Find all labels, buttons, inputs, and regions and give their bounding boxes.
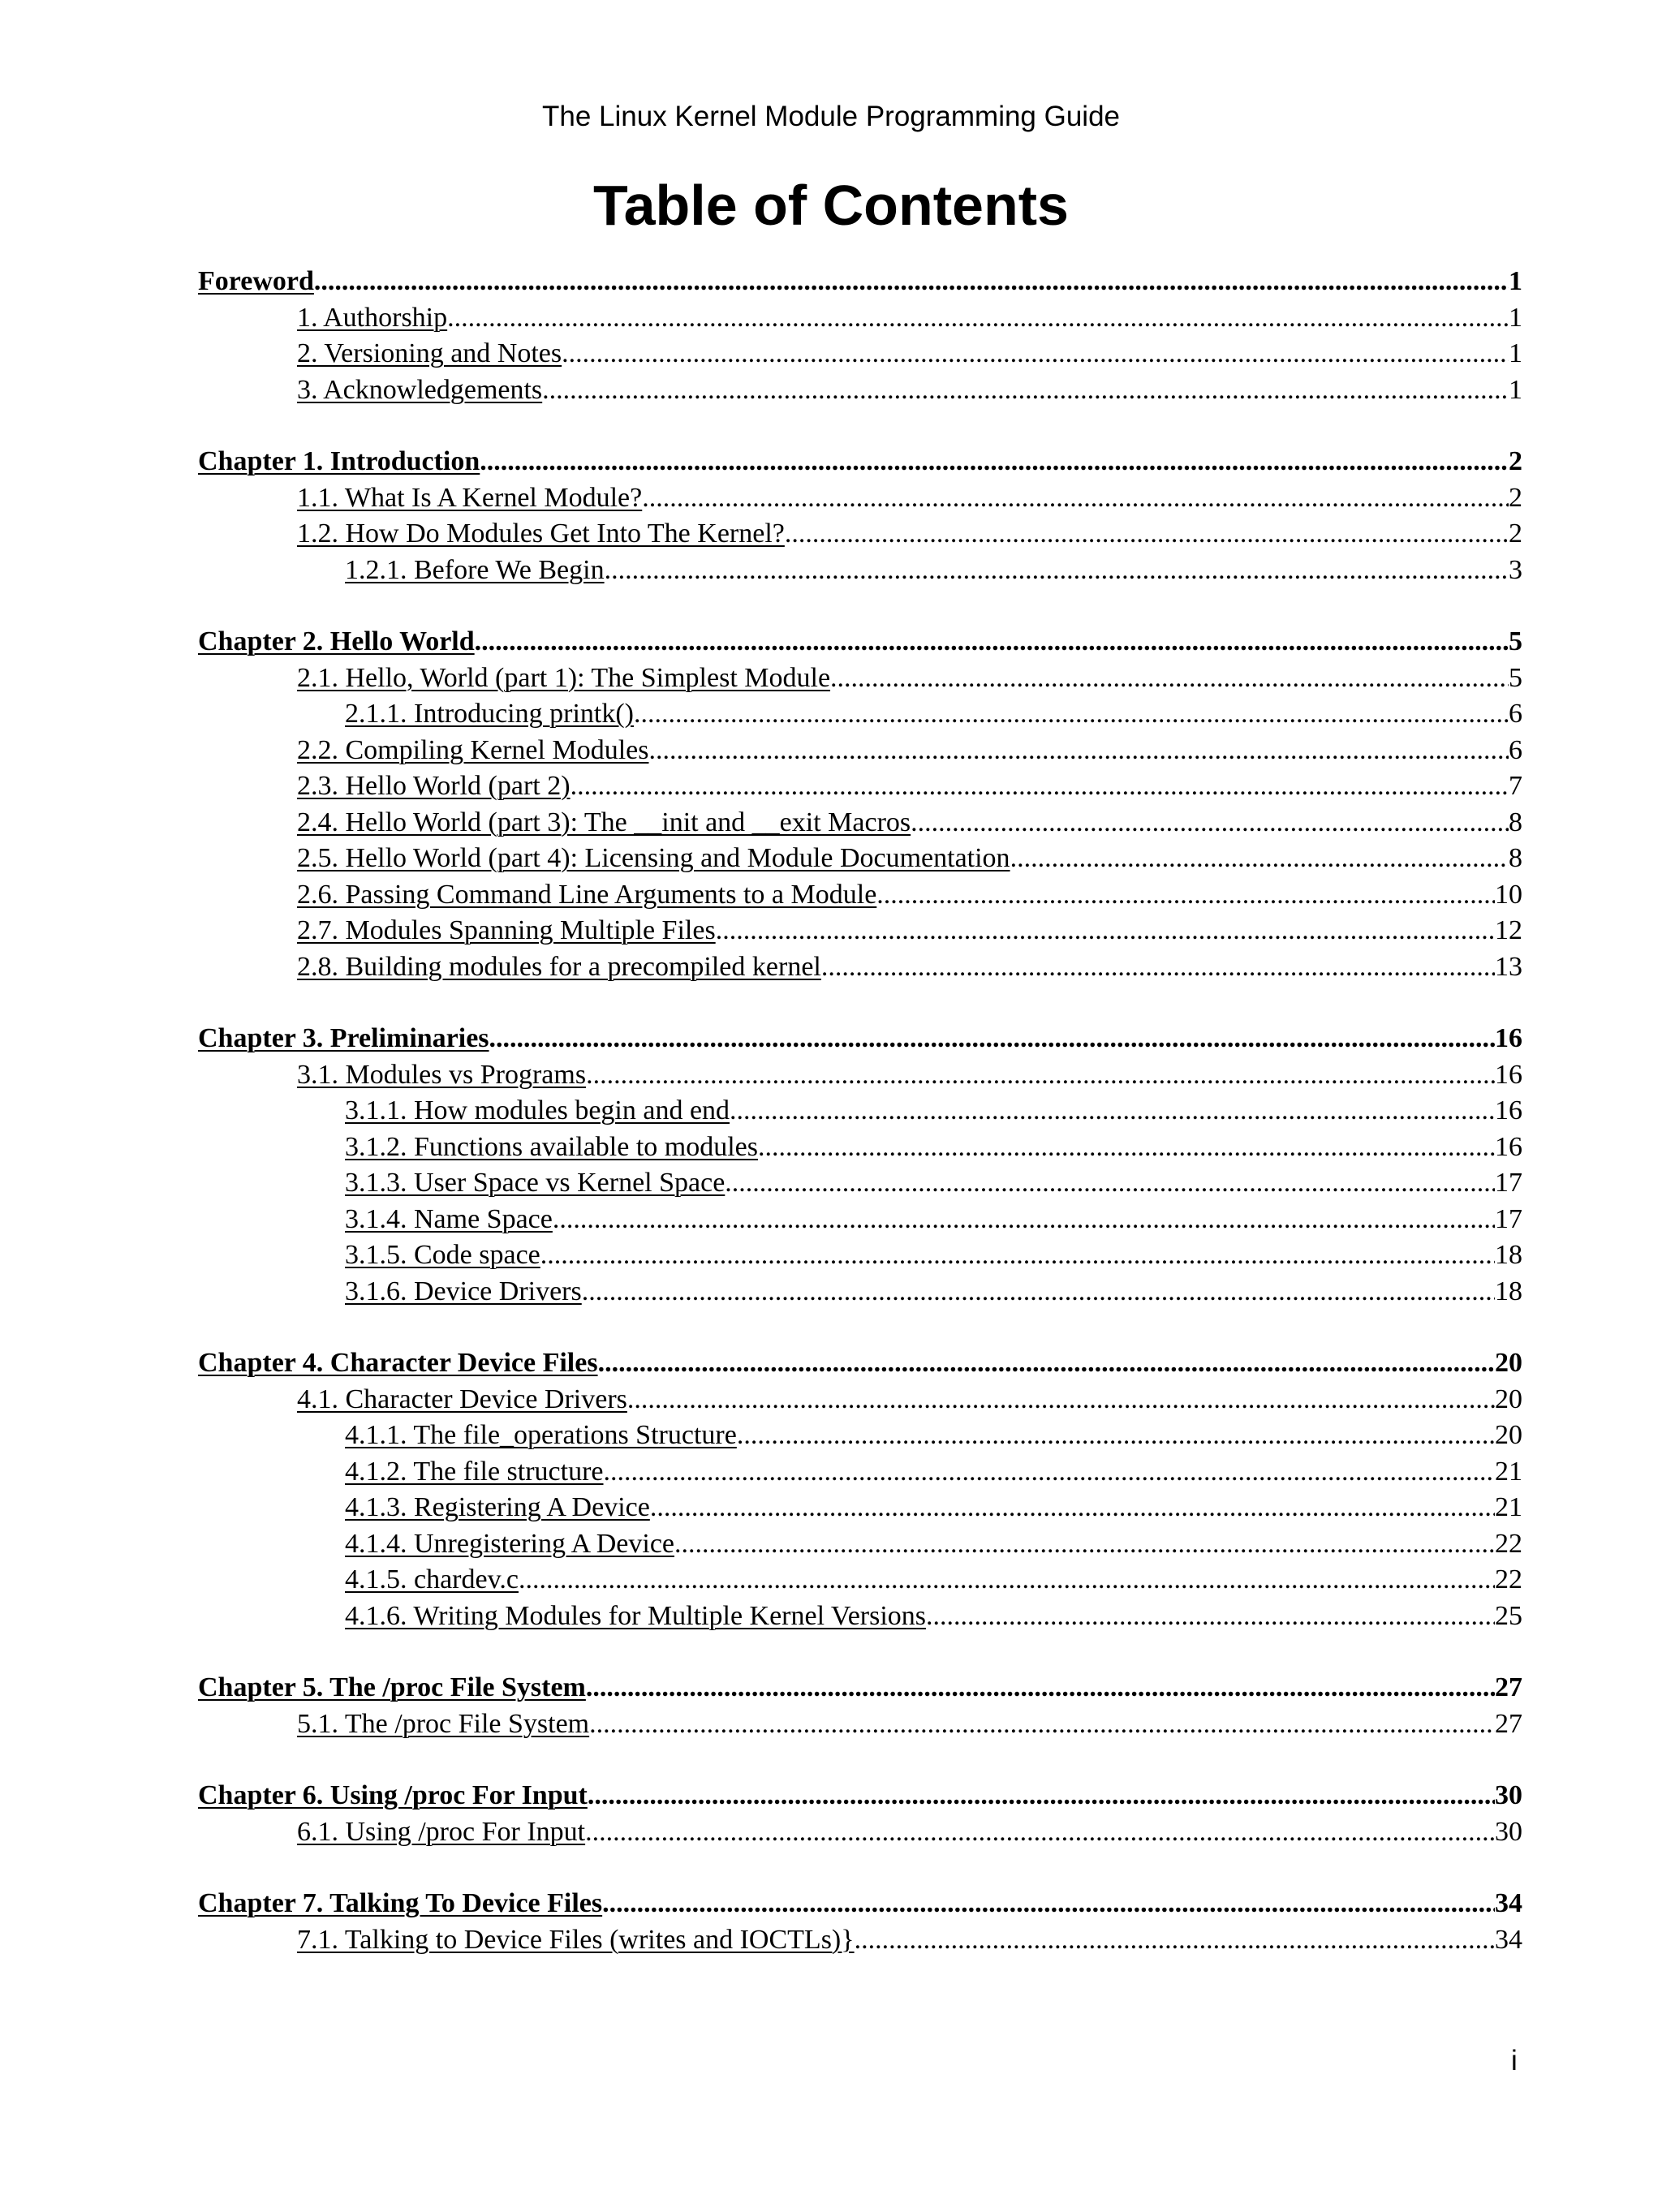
toc-section-link[interactable]: 2.4. Hello World (part 3): The __init and __exit Macros <box>297 807 911 837</box>
toc-chapter-link[interactable]: Chapter 4. Character Device Files <box>198 1348 598 1378</box>
dot-leader <box>585 1814 1495 1851</box>
toc-section-link[interactable]: 2.3. Hello World (part 2) <box>297 771 571 801</box>
toc-page-number: 22 <box>1495 1528 1522 1559</box>
dot-leader <box>519 1562 1495 1599</box>
toc-section-link[interactable]: 2.2. Compiling Kernel Modules <box>297 734 649 765</box>
dot-leader <box>314 264 1509 300</box>
toc-page-number: 6 <box>1509 734 1522 765</box>
toc-entry-row <box>198 1202 1522 1238</box>
toc-section-link[interactable]: 3.1.5. Code space <box>345 1240 540 1270</box>
toc-entry-row <box>198 1562 1522 1599</box>
toc-entry-row <box>198 1490 1522 1526</box>
toc-entry-row <box>198 1237 1522 1274</box>
toc-section <box>198 444 1522 588</box>
toc-section-link[interactable]: 3.1.3. User Space vs Kernel Space <box>345 1168 726 1198</box>
toc-entry-row <box>198 913 1522 949</box>
toc-section-link[interactable]: 7.1. Talking to Device Files (writes and IOCTLs)} <box>297 1924 855 1955</box>
toc-page-number: 21 <box>1495 1492 1522 1522</box>
toc-entry-row <box>198 553 1522 589</box>
dot-leader <box>480 444 1509 480</box>
toc-page-number: 16 <box>1495 1131 1522 1162</box>
toc-chapter-link[interactable]: Chapter 6. Using /proc For Input <box>198 1780 588 1810</box>
toc-entry-row <box>198 1274 1522 1310</box>
toc-entry-row <box>198 877 1522 914</box>
toc-section <box>198 1886 1522 1958</box>
toc-section-link[interactable]: 1. Authorship <box>297 302 448 333</box>
dot-leader <box>604 1454 1495 1491</box>
toc-entry-row <box>198 516 1522 553</box>
toc-page-number: 7 <box>1509 771 1522 801</box>
dot-leader <box>911 805 1509 841</box>
toc-page-number: 6 <box>1509 699 1522 729</box>
toc-entry-row <box>198 1599 1522 1635</box>
toc-page-number: 8 <box>1509 843 1522 873</box>
dot-leader <box>785 516 1509 553</box>
dot-leader <box>737 1418 1495 1454</box>
toc-section-link[interactable]: 3.1.6. Device Drivers <box>345 1276 582 1306</box>
toc-page-number: 21 <box>1495 1456 1522 1487</box>
dot-leader <box>758 1130 1495 1166</box>
toc-entry-row <box>198 1814 1522 1851</box>
toc-entry-row <box>198 841 1522 877</box>
toc-section <box>198 1778 1522 1850</box>
toc-chapter-row <box>198 1670 1522 1706</box>
toc-section-link[interactable]: 5.1. The /proc File System <box>297 1708 590 1739</box>
toc-entry-row <box>198 733 1522 769</box>
toc-entry-row <box>198 1165 1522 1202</box>
toc-section-link[interactable]: 4.1. Character Device Drivers <box>297 1384 627 1414</box>
toc-section <box>198 1670 1522 1742</box>
toc-section <box>198 1345 1522 1634</box>
toc-page-number: 34 <box>1495 1924 1522 1955</box>
toc-page-number: 16 <box>1495 1095 1522 1125</box>
toc-chapter-link[interactable]: Foreword <box>198 266 314 296</box>
toc-chapter-link[interactable]: Chapter 3. Preliminaries <box>198 1023 489 1053</box>
dot-leader <box>627 1382 1495 1418</box>
toc-page-number: 18 <box>1495 1240 1522 1270</box>
toc-entry-row <box>198 336 1522 372</box>
toc-page-number: 1 <box>1509 374 1522 405</box>
toc-section-link[interactable]: 4.1.1. The file_operations Structure <box>345 1420 737 1450</box>
dot-leader <box>588 1778 1495 1814</box>
page-number: i <box>1511 2045 1518 2076</box>
dot-leader <box>730 1093 1495 1130</box>
toc-section-link[interactable]: 3.1.4. Name Space <box>345 1203 553 1234</box>
toc-section-link[interactable]: 3.1.2. Functions available to modules <box>345 1131 758 1162</box>
toc-page-number: 25 <box>1495 1600 1522 1631</box>
toc-section-link[interactable]: 1.1. What Is A Kernel Module? <box>297 482 643 513</box>
dot-leader <box>642 480 1509 517</box>
dot-leader <box>648 733 1509 769</box>
toc-entry-row <box>198 1526 1522 1563</box>
dot-leader <box>598 1345 1495 1382</box>
toc-page-number: 18 <box>1495 1276 1522 1306</box>
toc-entry-row <box>198 372 1522 409</box>
toc-section-link[interactable]: 2.5. Hello World (part 4): Licensing and Module Documentation <box>297 843 1010 873</box>
toc-section-link[interactable]: 2.7. Modules Spanning Multiple Files <box>297 915 716 945</box>
dot-leader <box>489 1021 1495 1057</box>
toc-page-number: 16 <box>1495 1023 1522 1053</box>
dot-leader <box>1010 841 1509 877</box>
toc-page-number: 13 <box>1495 951 1522 982</box>
toc-section-link[interactable]: 6.1. Using /proc For Input <box>297 1816 586 1847</box>
toc-chapter-row <box>198 1886 1522 1922</box>
toc-page-number: 8 <box>1509 807 1522 837</box>
toc-chapter-row <box>198 1345 1522 1382</box>
dot-leader <box>725 1165 1495 1202</box>
toc-chapter-link[interactable]: Chapter 7. Talking To Device Files <box>198 1888 603 1918</box>
toc-chapter-row <box>198 264 1522 300</box>
toc-page-number: 3 <box>1509 554 1522 585</box>
toc-page-number: 30 <box>1495 1780 1522 1810</box>
toc-section-link[interactable]: 2. Versioning and Notes <box>297 338 562 368</box>
toc-section-link[interactable]: 4.1.2. The file structure <box>345 1456 604 1487</box>
toc-chapter-row <box>198 1778 1522 1814</box>
toc-entry-row <box>198 696 1522 733</box>
dot-leader <box>589 1706 1495 1743</box>
toc-page-number: 22 <box>1495 1564 1522 1594</box>
toc-section-link[interactable]: 4.1.5. chardev.c <box>345 1564 519 1594</box>
dot-leader <box>855 1922 1495 1959</box>
toc-page-number: 34 <box>1495 1888 1522 1918</box>
dot-leader <box>586 1057 1495 1094</box>
toc-chapter-link[interactable]: Chapter 1. Introduction <box>198 446 480 476</box>
dot-leader <box>674 1526 1495 1563</box>
dot-leader <box>542 372 1509 409</box>
toc-section-link[interactable]: 2.1.1. Introducing printk() <box>345 699 634 729</box>
toc-section-link[interactable]: 4.1.6. Writing Modules for Multiple Kernel Versions <box>345 1600 927 1631</box>
toc-entry-row <box>198 1382 1522 1418</box>
toc-chapter-link[interactable]: Chapter 2. Hello World <box>198 626 475 656</box>
toc-entry-row <box>198 1922 1522 1959</box>
toc-section-link[interactable]: 2.6. Passing Command Line Arguments to a Module <box>297 879 877 910</box>
toc-entry-row <box>198 949 1522 986</box>
dot-leader <box>582 1274 1495 1310</box>
toc-entry-row <box>198 1454 1522 1491</box>
toc-chapter-row <box>198 1021 1522 1057</box>
toc-entry-row <box>198 661 1522 697</box>
dot-leader <box>821 949 1495 986</box>
toc-section-link[interactable]: 3. Acknowledgements <box>297 374 543 405</box>
toc-entry-row <box>198 805 1522 841</box>
dot-leader <box>540 1237 1495 1274</box>
dot-leader <box>605 553 1509 589</box>
toc-page-number: 2 <box>1509 482 1522 513</box>
dot-leader <box>571 768 1509 805</box>
dot-leader <box>602 1886 1495 1922</box>
toc-section <box>198 624 1522 985</box>
dot-leader <box>926 1599 1495 1635</box>
toc-page-number: 16 <box>1495 1059 1522 1090</box>
toc-page-number: 17 <box>1495 1168 1522 1198</box>
toc-chapter-link[interactable]: Chapter 5. The /proc File System <box>198 1672 586 1702</box>
toc-section-link[interactable]: 3.1. Modules vs Programs <box>297 1059 587 1090</box>
toc-page-number: 5 <box>1509 626 1522 656</box>
toc-entry-row <box>198 300 1522 337</box>
toc-section-link[interactable]: 2.8. Building modules for a precompiled kernel <box>297 951 821 982</box>
toc-section <box>198 1021 1522 1310</box>
toc-entry-row <box>198 1093 1522 1130</box>
toc-entry-row <box>198 768 1522 805</box>
toc-section <box>198 264 1522 408</box>
toc-page-number: 2 <box>1509 519 1522 549</box>
toc-page-number: 17 <box>1495 1203 1522 1234</box>
toc-page-number: 20 <box>1495 1348 1522 1378</box>
toc-chapter-row <box>198 444 1522 480</box>
toc-page-number: 12 <box>1495 915 1522 945</box>
toc-page-number: 1 <box>1509 266 1522 296</box>
dot-leader <box>586 1670 1495 1706</box>
toc-section-link[interactable]: 3.1.1. How modules begin and end <box>345 1095 730 1125</box>
dot-leader <box>475 624 1509 661</box>
dot-leader <box>634 696 1509 733</box>
toc-page-number: 5 <box>1509 662 1522 693</box>
toc-page-number: 20 <box>1495 1384 1522 1414</box>
toc-page-number: 10 <box>1495 879 1522 910</box>
toc-page-number: 1 <box>1509 302 1522 333</box>
toc-page-number: 2 <box>1509 446 1522 476</box>
toc-page-number: 27 <box>1495 1708 1522 1739</box>
toc-page-number: 27 <box>1495 1672 1522 1702</box>
toc-page-number: 1 <box>1509 338 1522 368</box>
toc-section-link[interactable]: 4.1.4. Unregistering A Device <box>345 1528 675 1559</box>
toc-section-link[interactable]: 1.2.1. Before We Begin <box>345 554 605 585</box>
toc-section-link[interactable]: 1.2. How Do Modules Get Into The Kernel? <box>297 519 785 549</box>
toc-chapter-row <box>198 624 1522 661</box>
dot-leader <box>876 877 1495 914</box>
dot-leader <box>650 1490 1495 1526</box>
table-of-contents <box>198 264 1522 1994</box>
toc-section-link[interactable]: 4.1.3. Registering A Device <box>345 1492 650 1522</box>
toc-page-number: 30 <box>1495 1816 1522 1847</box>
dot-leader <box>447 300 1509 337</box>
toc-entry-row <box>198 1418 1522 1454</box>
toc-entry-row <box>198 1057 1522 1094</box>
dot-leader <box>830 661 1509 697</box>
toc-entry-row <box>198 480 1522 517</box>
dot-leader <box>716 913 1495 949</box>
running-header: The Linux Kernel Module Programming Guide <box>541 101 1121 132</box>
toc-entry-row <box>198 1706 1522 1743</box>
page-title: Table of Contents <box>593 174 1069 237</box>
toc-page-number: 20 <box>1495 1420 1522 1450</box>
toc-section-link[interactable]: 2.1. Hello, World (part 1): The Simplest Module <box>297 662 831 693</box>
dot-leader <box>562 336 1509 372</box>
dot-leader <box>553 1202 1495 1238</box>
toc-entry-row <box>198 1130 1522 1166</box>
